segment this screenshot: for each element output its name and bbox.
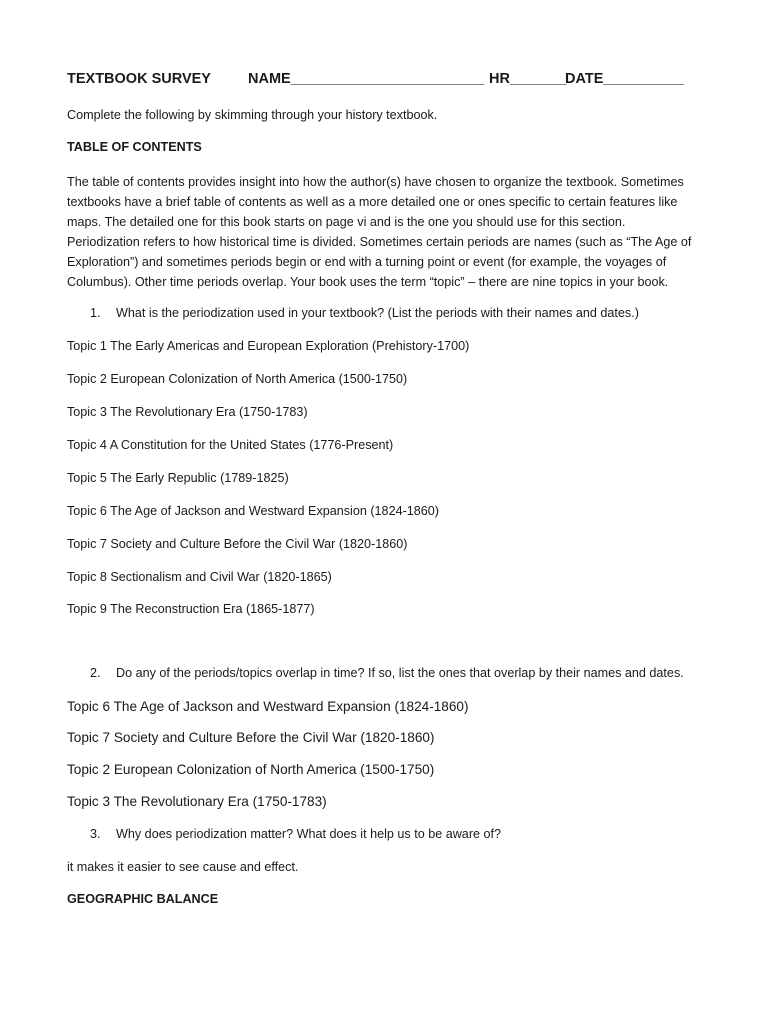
instructions-text: Complete the following by skimming through your history textbook. xyxy=(67,108,438,122)
q2-answer: Topic 3 The Revolutionary Era (1750-1783) xyxy=(67,794,327,809)
q1-answer: Topic 1 The Early Americas and European Exploration (Prehistory-1700) xyxy=(67,339,470,353)
question-number: 2. xyxy=(90,666,101,680)
paragraph-line: Columbus). Other time periods overlap. Your book uses the term “topic” – there are nine topics in your book. xyxy=(67,275,669,289)
q1-answer: Topic 6 The Age of Jackson and Westward Expansion (1824-1860) xyxy=(67,504,439,518)
toc-paragraph xyxy=(67,172,707,292)
name-blank: NAME________________________ xyxy=(248,71,485,87)
q2-answer: Topic 6 The Age of Jackson and Westward Expansion (1824-1860) xyxy=(67,699,469,714)
question-text: Why does periodization matter? What does it help us to be aware of? xyxy=(116,827,502,841)
date-blank: DATE__________ xyxy=(565,71,685,87)
q1-answer: Topic 8 Sectionalism and Civil War (1820-1865) xyxy=(67,570,332,584)
geographic-balance-heading: GEOGRAPHIC BALANCE xyxy=(67,892,219,906)
q1-answer: Topic 4 A Constitution for the United States (1776-Present) xyxy=(67,438,394,452)
paragraph-line: The table of contents provides insight into how the author(s) have chosen to organize the textbook. Sometimes xyxy=(67,175,684,189)
q2-answer: Topic 2 European Colonization of North America (1500-1750) xyxy=(67,762,435,777)
survey-title: TEXTBOOK SURVEY xyxy=(67,71,211,87)
question-2 xyxy=(90,665,684,681)
question-1 xyxy=(90,305,639,321)
toc-heading: TABLE OF CONTENTS xyxy=(67,140,202,154)
question-text: Do any of the periods/topics overlap in time? If so, list the ones that overlap by their names and dates. xyxy=(116,666,684,680)
paragraph-line: textbooks have a brief table of contents as well as a more detailed one or ones specific to certain features like xyxy=(67,195,678,209)
hr-blank: HR_______ xyxy=(489,71,567,87)
paragraph-line: Exploration”) and sometimes periods begin or end with a turning point or event (for example, the voyages of xyxy=(67,255,667,269)
survey-header xyxy=(67,71,707,91)
paragraph-line: maps. The detailed one for this book starts on page vi and is the one you should use for this section. xyxy=(67,215,626,229)
question-number: 1. xyxy=(90,306,101,320)
question-number: 3. xyxy=(90,827,101,841)
q1-answer: Topic 7 Society and Culture Before the Civil War (1820-1860) xyxy=(67,537,408,551)
q1-answer: Topic 2 European Colonization of North America (1500-1750) xyxy=(67,372,408,386)
paragraph-line: Periodization refers to how historical time is divided. Sometimes certain periods are names (such as “The Age of xyxy=(67,235,692,249)
q3-answer: it makes it easier to see cause and effect. xyxy=(67,860,299,874)
question-3 xyxy=(90,826,501,842)
q1-answer: Topic 3 The Revolutionary Era (1750-1783) xyxy=(67,405,308,419)
q1-answer: Topic 9 The Reconstruction Era (1865-1877) xyxy=(67,602,315,616)
q2-answer: Topic 7 Society and Culture Before the Civil War (1820-1860) xyxy=(67,730,435,745)
q1-answer: Topic 5 The Early Republic (1789-1825) xyxy=(67,471,289,485)
question-text: What is the periodization used in your textbook? (List the periods with their names and dates.) xyxy=(116,306,639,320)
